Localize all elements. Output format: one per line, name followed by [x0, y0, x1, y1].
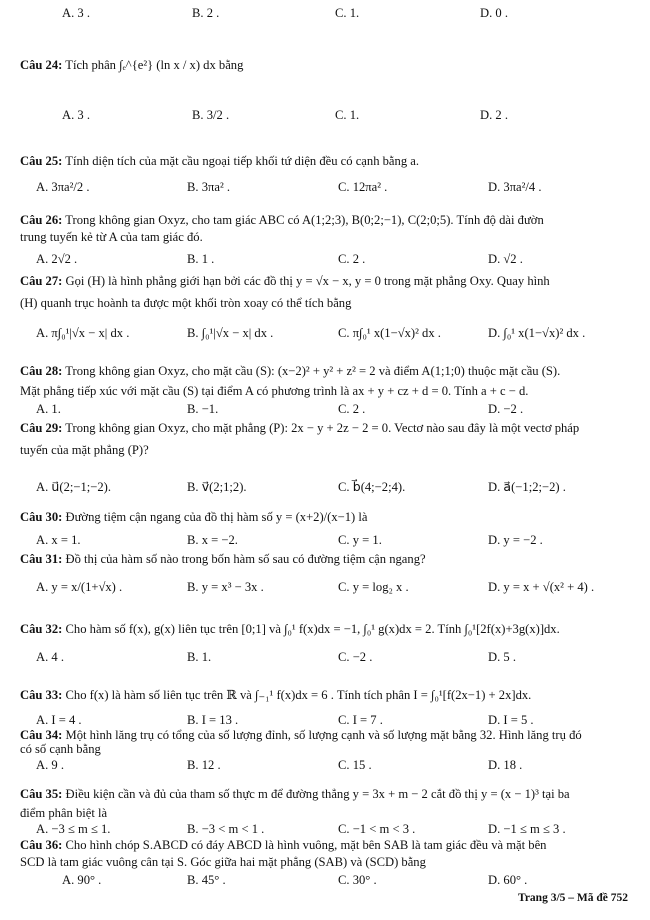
question-33: [20, 688, 531, 703]
question-33-label: Câu 33:: [20, 688, 63, 702]
question-29-cont: tuyến của mặt phẳng (P)?: [20, 443, 149, 457]
q36-option-b: B. 45° .: [187, 873, 226, 887]
q28-option-b: B. −1.: [187, 402, 219, 416]
question-28: [20, 364, 560, 379]
question-28-text: Trong không gian Oxyz, cho mặt cầu (S): (x−2)² + y² + z² = 2 và điểm A(1;1;0) thuộc mặt cầu (S).: [65, 364, 561, 378]
q33-option-c: C. I = 7 .: [338, 713, 383, 727]
question-30-label: Câu 30:: [20, 510, 63, 524]
question-35-text: Điều kiện cần và đủ của tham số thực m để đường thẳng y = 3x + m − 2 cắt đồ thị y = (x − 1)³ tại ba: [65, 787, 570, 801]
question-26-label: Câu 26:: [20, 213, 63, 227]
q29-option-c: C. b⃗(4;−2;4).: [338, 480, 406, 494]
q23-option-a: A. 3 .: [62, 6, 90, 20]
question-27-cont: (H) quanh trục hoành ta được một khối tròn xoay có thể tích bằng: [20, 296, 352, 310]
q33-option-d: D. I = 5 .: [488, 713, 534, 727]
q36-option-d: D. 60° .: [488, 873, 528, 887]
q34-option-b: B. 12 .: [187, 758, 221, 772]
question-34-text: Một hình lăng trụ có tổng của số lượng đỉnh, số lượng cạnh và số lượng mặt bằng 32. Hình lăng trụ đó: [65, 728, 582, 742]
question-24-label: Câu 24:: [20, 58, 63, 72]
question-26-cont: trung tuyến kẻ từ A của tam giác đó.: [20, 230, 203, 244]
q31-option-d: D. y = x + √(x² + 4) .: [488, 580, 595, 594]
q25-option-d: D. 3πa²/4 .: [488, 180, 542, 194]
question-31-text: Đồ thị của hàm số nào trong bốn hàm số sau có đường tiệm cận ngang?: [65, 552, 426, 566]
q35-option-b: B. −3 < m < 1 .: [187, 822, 265, 836]
q26-option-a: A. 2√2 .: [36, 252, 78, 266]
question-33-text: Cho f(x) là hàm số liên tục trên ℝ và ∫₋₁¹ f(x)dx = 6 . Tính tích phân I = ∫₀¹[f(2x−1) + 2x]dx.: [65, 688, 532, 702]
question-25-text: Tính diện tích của mặt cầu ngoại tiếp khối tứ diện đều có cạnh bằng a.: [65, 154, 420, 168]
q36-option-a: A. 90° .: [62, 873, 102, 887]
q27-option-d: D. ∫₀¹ x(1−√x)² dx .: [488, 326, 586, 340]
q32-option-a: A. 4 .: [36, 650, 64, 664]
q24-option-b: B. 3/2 .: [192, 108, 230, 122]
q34-option-a: A. 9 .: [36, 758, 64, 772]
question-31-label: Câu 31:: [20, 552, 63, 566]
q27-option-a: A. π∫₀¹|√x − x| dx .: [36, 326, 130, 340]
question-31: [20, 552, 426, 567]
q26-option-b: B. 1 .: [187, 252, 215, 266]
q32-option-b: B. 1.: [187, 650, 212, 664]
q32-option-d: D. 5 .: [488, 650, 516, 664]
q27-option-c: C. π∫₀¹ x(1−√x)² dx .: [338, 326, 441, 340]
q30-option-b: B. x = −2.: [187, 533, 238, 547]
q34-option-d: D. 18 .: [488, 758, 523, 772]
q28-option-a: A. 1.: [36, 402, 61, 416]
q36-option-c: C. 30° .: [338, 873, 377, 887]
question-27: [20, 274, 550, 289]
question-35: [20, 787, 570, 802]
question-24: [20, 58, 243, 73]
question-27-text: Gọi (H) là hình phẳng giới hạn bởi các đồ thị y = √x − x, y = 0 trong mặt phẳng Oxy. Quay hình: [65, 274, 550, 288]
question-24-text: Tích phân ∫ₑ^{e²} (ln x / x) dx bằng: [65, 58, 244, 72]
question-27-label: Câu 27:: [20, 274, 63, 288]
question-36-text: Cho hình chóp S.ABCD có đáy ABCD là hình vuông, mặt bên SAB là tam giác đều và mặt bên: [65, 838, 547, 852]
q28-option-c: C. 2 .: [338, 402, 366, 416]
question-34: [20, 728, 582, 743]
question-34-label: Câu 34:: [20, 728, 63, 742]
q29-option-a: A. u⃗(2;−1;−2).: [36, 480, 112, 494]
q30-option-d: D. y = −2 .: [488, 533, 543, 547]
q30-option-a: A. x = 1.: [36, 533, 81, 547]
question-25-label: Câu 25:: [20, 154, 63, 168]
q35-option-c: C. −1 < m < 3 .: [338, 822, 416, 836]
q25-option-b: B. 3πa² .: [187, 180, 231, 194]
q27-option-b: B. ∫₀¹|√x − x| dx .: [187, 326, 274, 340]
question-36: [20, 838, 546, 853]
q24-option-c: C. 1.: [335, 108, 360, 122]
q30-option-c: C. y = 1.: [338, 533, 382, 547]
question-34-cont: có số cạnh bằng: [20, 742, 101, 756]
question-29-label: Câu 29:: [20, 421, 63, 435]
q28-option-d: D. −2 .: [488, 402, 524, 416]
question-26-text: Trong không gian Oxyz, cho tam giác ABC có A(1;2;3), B(0;2;−1), C(2;0;5). Tính độ dài đườn: [65, 213, 544, 227]
q35-option-a: A. −3 ≤ m ≤ 1.: [36, 822, 111, 836]
q35-option-d: D. −1 ≤ m ≤ 3 .: [488, 822, 566, 836]
question-36-label: Câu 36:: [20, 838, 63, 852]
q34-option-c: C. 15 .: [338, 758, 372, 772]
question-29-text: Trong không gian Oxyz, cho mặt phẳng (P): 2x − y + 2z − 2 = 0. Vectơ nào sau đây là một vectơ pháp: [65, 421, 580, 435]
q26-option-c: C. 2 .: [338, 252, 366, 266]
q23-option-b: B. 2 .: [192, 6, 220, 20]
q25-option-c: C. 12πa² .: [338, 180, 388, 194]
question-35-label: Câu 35:: [20, 787, 63, 801]
question-28-label: Câu 28:: [20, 364, 63, 378]
q33-option-b: B. I = 13 .: [187, 713, 239, 727]
q29-option-b: B. v⃗(2;1;2).: [187, 480, 247, 494]
question-30-text: Đường tiệm cận ngang của đồ thị hàm số y = (x+2)/(x−1) là: [65, 510, 368, 524]
q23-option-c: C. 1.: [335, 6, 360, 20]
q24-option-a: A. 3 .: [62, 108, 90, 122]
page-footer: Trang 3/5 – Mã đề 752: [518, 892, 628, 904]
q25-option-a: A. 3πa²/2 .: [36, 180, 90, 194]
question-28-cont: Mặt phẳng tiếp xúc với mặt cầu (S) tại điểm A có phương trình là ax + y + cz + d = 0. Tính a + c − d.: [20, 384, 529, 398]
q31-option-c: C. y = log₂ x .: [338, 580, 409, 594]
q31-option-b: B. y = x³ − 3x .: [187, 580, 264, 594]
question-29: [20, 421, 579, 436]
question-35-cont: điểm phân biệt là: [20, 806, 108, 820]
q24-option-d: D. 2 .: [480, 108, 508, 122]
question-32-label: Câu 32:: [20, 622, 63, 636]
q33-option-a: A. I = 4 .: [36, 713, 82, 727]
question-32-text: Cho hàm số f(x), g(x) liên tục trên [0;1] và ∫₀¹ f(x)dx = −1, ∫₀¹ g(x)dx = 2. Tính ∫₀¹[2f(x)+3g(x)]dx.: [65, 622, 560, 636]
q31-option-a: A. y = x/(1+√x) .: [36, 580, 123, 594]
q32-option-c: C. −2 .: [338, 650, 373, 664]
question-26: [20, 213, 544, 228]
q29-option-d: D. a⃗(−1;2;−2) .: [488, 480, 566, 494]
question-32: [20, 622, 560, 637]
q23-option-d: D. 0 .: [480, 6, 508, 20]
question-36-cont: SCD là tam giác vuông cân tại S. Góc giữa hai mặt phẳng (SAB) và (SCD) bằng: [20, 855, 426, 869]
q26-option-d: D. √2 .: [488, 252, 523, 266]
question-30: [20, 510, 368, 525]
question-25: [20, 154, 419, 169]
